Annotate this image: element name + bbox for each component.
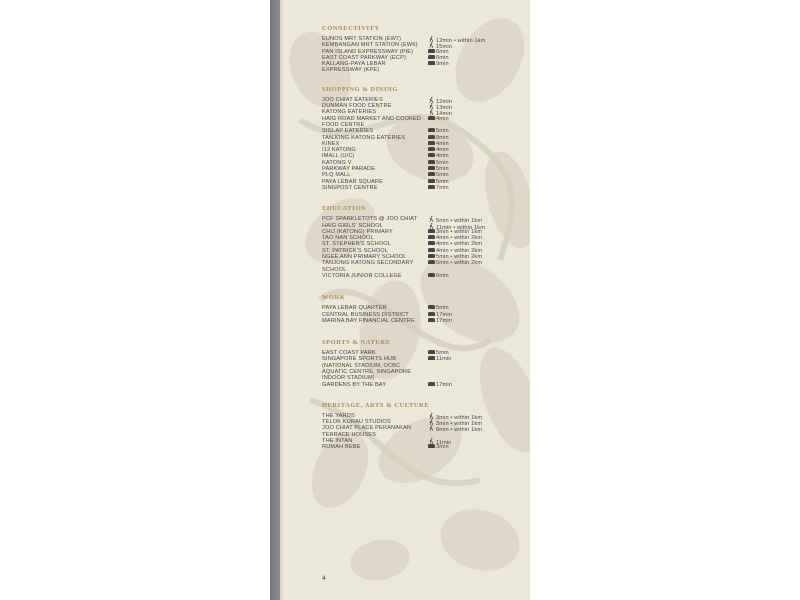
car-icon <box>428 305 435 309</box>
travel-time-text: 5min <box>436 178 449 185</box>
car-icon <box>428 356 435 360</box>
travel-time-text: 3min • within 1km <box>436 414 483 421</box>
section-heading: HERITAGE, ARTS & CULTURE <box>322 401 430 409</box>
travel-time <box>427 185 449 191</box>
location-name: CENTRAL BUSINESS DISTRICT <box>322 311 409 318</box>
car-icon <box>428 172 435 176</box>
section-connectivity <box>322 25 527 74</box>
travel-time-text: 11min • within 1km <box>436 224 486 231</box>
location-name: JOO CHIAT PLACE PERANAKAN TERRACE HOUSES <box>322 425 412 438</box>
car-icon <box>428 128 435 132</box>
section-heritage-arts-culture <box>322 402 527 451</box>
section-heading: SHOPPING & DINING <box>322 85 398 93</box>
location-name: RUMAH BEBE <box>322 444 361 451</box>
travel-time-text: 5min <box>436 305 449 312</box>
car-icon <box>428 318 435 322</box>
travel-time-text: 4min • within 2km <box>436 247 483 254</box>
car-icon <box>428 241 435 245</box>
travel-time <box>427 425 482 433</box>
car-icon <box>428 185 435 189</box>
car-icon <box>428 179 435 183</box>
travel-time <box>427 260 482 266</box>
car-icon <box>428 61 435 65</box>
location-name: SIGLAP EATERIES <box>322 128 374 135</box>
location-name: NGEE ANN PRIMARY SCHOOL <box>322 254 407 261</box>
location-name: EAST COAST PARKWAY (ECP) <box>322 54 407 61</box>
travel-time-text: 17min <box>436 311 452 318</box>
car-icon <box>428 55 435 59</box>
location-name: IMALL (U/C) <box>322 153 355 160</box>
travel-time <box>427 61 449 67</box>
location-name: PCF SPARKLETOTS @ JOO CHIAT <box>322 216 418 223</box>
travel-time-text: 15min <box>436 44 452 51</box>
travel-time-text: 14min <box>436 111 452 118</box>
travel-time-text: 17min <box>436 317 452 324</box>
location-name: TANJONG KATONG SECONDARY SCHOOL <box>322 260 414 273</box>
travel-time <box>427 356 452 362</box>
car-icon <box>428 235 435 239</box>
travel-time-text: 17min <box>436 381 452 388</box>
car-icon <box>428 160 435 164</box>
car-icon <box>428 312 435 316</box>
travel-time <box>427 116 449 122</box>
car-icon <box>428 229 435 233</box>
travel-time <box>427 318 452 324</box>
location-name: PLQ MALL <box>322 172 351 179</box>
location-name: JOO CHIAT EATERIES <box>322 96 383 103</box>
location-name: KINEX <box>322 140 340 147</box>
location-name: ST. STEPHEN'S SCHOOL <box>322 241 392 248</box>
travel-time <box>427 273 449 279</box>
travel-time-text: 8min • within 1km <box>436 427 483 434</box>
location-name: EAST COAST PARK <box>322 350 376 357</box>
car-icon <box>428 135 435 139</box>
section-heading: EDUCATION <box>322 205 366 213</box>
car-icon <box>428 147 435 151</box>
car-icon <box>428 166 435 170</box>
list-item <box>322 318 527 324</box>
location-name: PAYA LEBAR QUARTER <box>322 305 387 312</box>
location-name: HAIG ROAD MARKET AND COOKED FOOD CENTRE <box>322 115 422 128</box>
location-name: PAN ISLAND EXPRESSWAY (PIE) <box>322 48 414 55</box>
location-name: ST. PATRICK'S SCHOOL <box>322 247 389 254</box>
car-icon <box>428 248 435 252</box>
car-icon <box>428 260 435 264</box>
travel-time-text: 5min • within 2km <box>436 260 483 267</box>
location-name: PAYA LEBAR SQUARE <box>322 178 383 185</box>
travel-time-text: 3min • within 1km <box>436 421 483 428</box>
travel-time-text: 12min • within 1km <box>436 38 486 44</box>
travel-time-text: 11min <box>436 356 452 363</box>
location-name: DUNMAN FOOD CENTRE <box>322 103 392 110</box>
list-item <box>322 185 527 191</box>
list-item <box>322 382 527 388</box>
location-name: VICTORIA JUNIOR COLLEGE <box>322 272 402 279</box>
travel-time-text: 4min • within 2km <box>436 241 483 248</box>
car-icon <box>428 141 435 145</box>
car-icon <box>428 116 435 120</box>
section-work <box>322 294 527 324</box>
travel-time-text: 4min • within 2km <box>436 235 483 242</box>
travel-time-text: 5min <box>436 128 449 135</box>
list-item <box>322 425 527 438</box>
location-name: SINGPOST CENTRE <box>322 184 378 191</box>
travel-time-text: 4min <box>436 153 449 160</box>
travel-time-text: 5min <box>436 172 449 179</box>
section-heading: CONNECTIVITY <box>322 25 380 32</box>
location-name: PARKWAY PARADE <box>322 166 376 173</box>
travel-time-text: 8min <box>436 134 449 141</box>
travel-time-text: 7min <box>436 184 449 191</box>
list-item <box>322 356 527 381</box>
location-name: TAO NAN SCHOOL <box>322 235 374 242</box>
page-spine <box>270 0 280 600</box>
car-icon <box>428 350 435 354</box>
brochure-page <box>270 0 530 600</box>
section-heading: WORK <box>322 294 346 302</box>
travel-time-text: 5min <box>436 166 449 173</box>
location-name: KATONG V <box>322 159 352 166</box>
car-icon <box>428 382 435 386</box>
travel-time-text: 4min <box>436 115 449 122</box>
travel-time-text: 5min • within 1km <box>436 218 483 225</box>
travel-time-text: 5min • within 2km <box>436 254 483 261</box>
list-item <box>322 116 527 129</box>
section-education <box>322 205 527 279</box>
location-name: KEMBANGAN MRT STATION (EW6) <box>322 42 418 49</box>
car-icon <box>428 273 435 277</box>
travel-time-text: 12min <box>436 98 452 105</box>
travel-time <box>427 382 452 388</box>
travel-time-text: 6min <box>436 48 449 55</box>
list-item <box>322 61 527 74</box>
location-name: TELOK KURAU STUDIOS <box>322 419 391 426</box>
travel-time-text: 5min <box>436 350 449 357</box>
location-name: TANJONG KATONG EATERIES <box>322 134 406 141</box>
travel-time-text: 3min • within 1km <box>436 228 483 235</box>
location-name: THE YARDS <box>322 412 355 419</box>
travel-time-text: 3min <box>436 444 449 451</box>
travel-time-text: 5min <box>436 159 449 166</box>
page-number: 4 <box>322 575 326 582</box>
location-name: CHIJ (KATONG) PRIMARY <box>322 228 393 235</box>
list-item <box>322 444 527 450</box>
location-name: EUNOS MRT STATION (EW7) <box>322 36 402 42</box>
list-item <box>322 273 527 279</box>
location-name: KALLANG-PAYA LEBAR EXPRESSWAY (KPE) <box>322 61 386 74</box>
list-item <box>322 260 527 273</box>
amenities-list <box>322 25 527 463</box>
travel-time-text: 6min <box>436 54 449 61</box>
car-icon <box>428 153 435 157</box>
travel-time-text: 9min <box>436 61 449 68</box>
travel-time <box>427 444 449 450</box>
location-name: HAIG GIRLS' SCHOOL <box>322 222 383 229</box>
travel-time-text: 4min <box>436 140 449 147</box>
section-shopping-dining <box>322 86 527 191</box>
location-name: MARINA BAY FINANCIAL CENTRE <box>322 317 415 324</box>
section-heading: SPORTS & NATURE <box>322 339 391 347</box>
section-sports-nature <box>322 339 527 388</box>
car-icon <box>428 444 435 448</box>
location-name: GARDENS BY THE BAY <box>322 381 387 388</box>
travel-time-text: 13min <box>436 105 452 112</box>
location-name: I12 KATONG <box>322 147 356 154</box>
location-name: THE INTAN <box>322 438 353 445</box>
walk-icon <box>427 425 436 433</box>
car-icon <box>428 49 435 53</box>
location-name: KATONG EATERIES <box>322 109 377 116</box>
car-icon <box>428 254 435 258</box>
travel-time-text: 6min <box>436 272 449 279</box>
travel-time-text: 11min <box>436 440 452 447</box>
location-name: SINGAPORE SPORTS HUB (NATIONAL STADIUM, OCBC AQUATIC CENTRE, SINGAPORE INDOOR STADIUM) <box>322 356 412 382</box>
travel-time-text: 4min <box>436 147 449 154</box>
